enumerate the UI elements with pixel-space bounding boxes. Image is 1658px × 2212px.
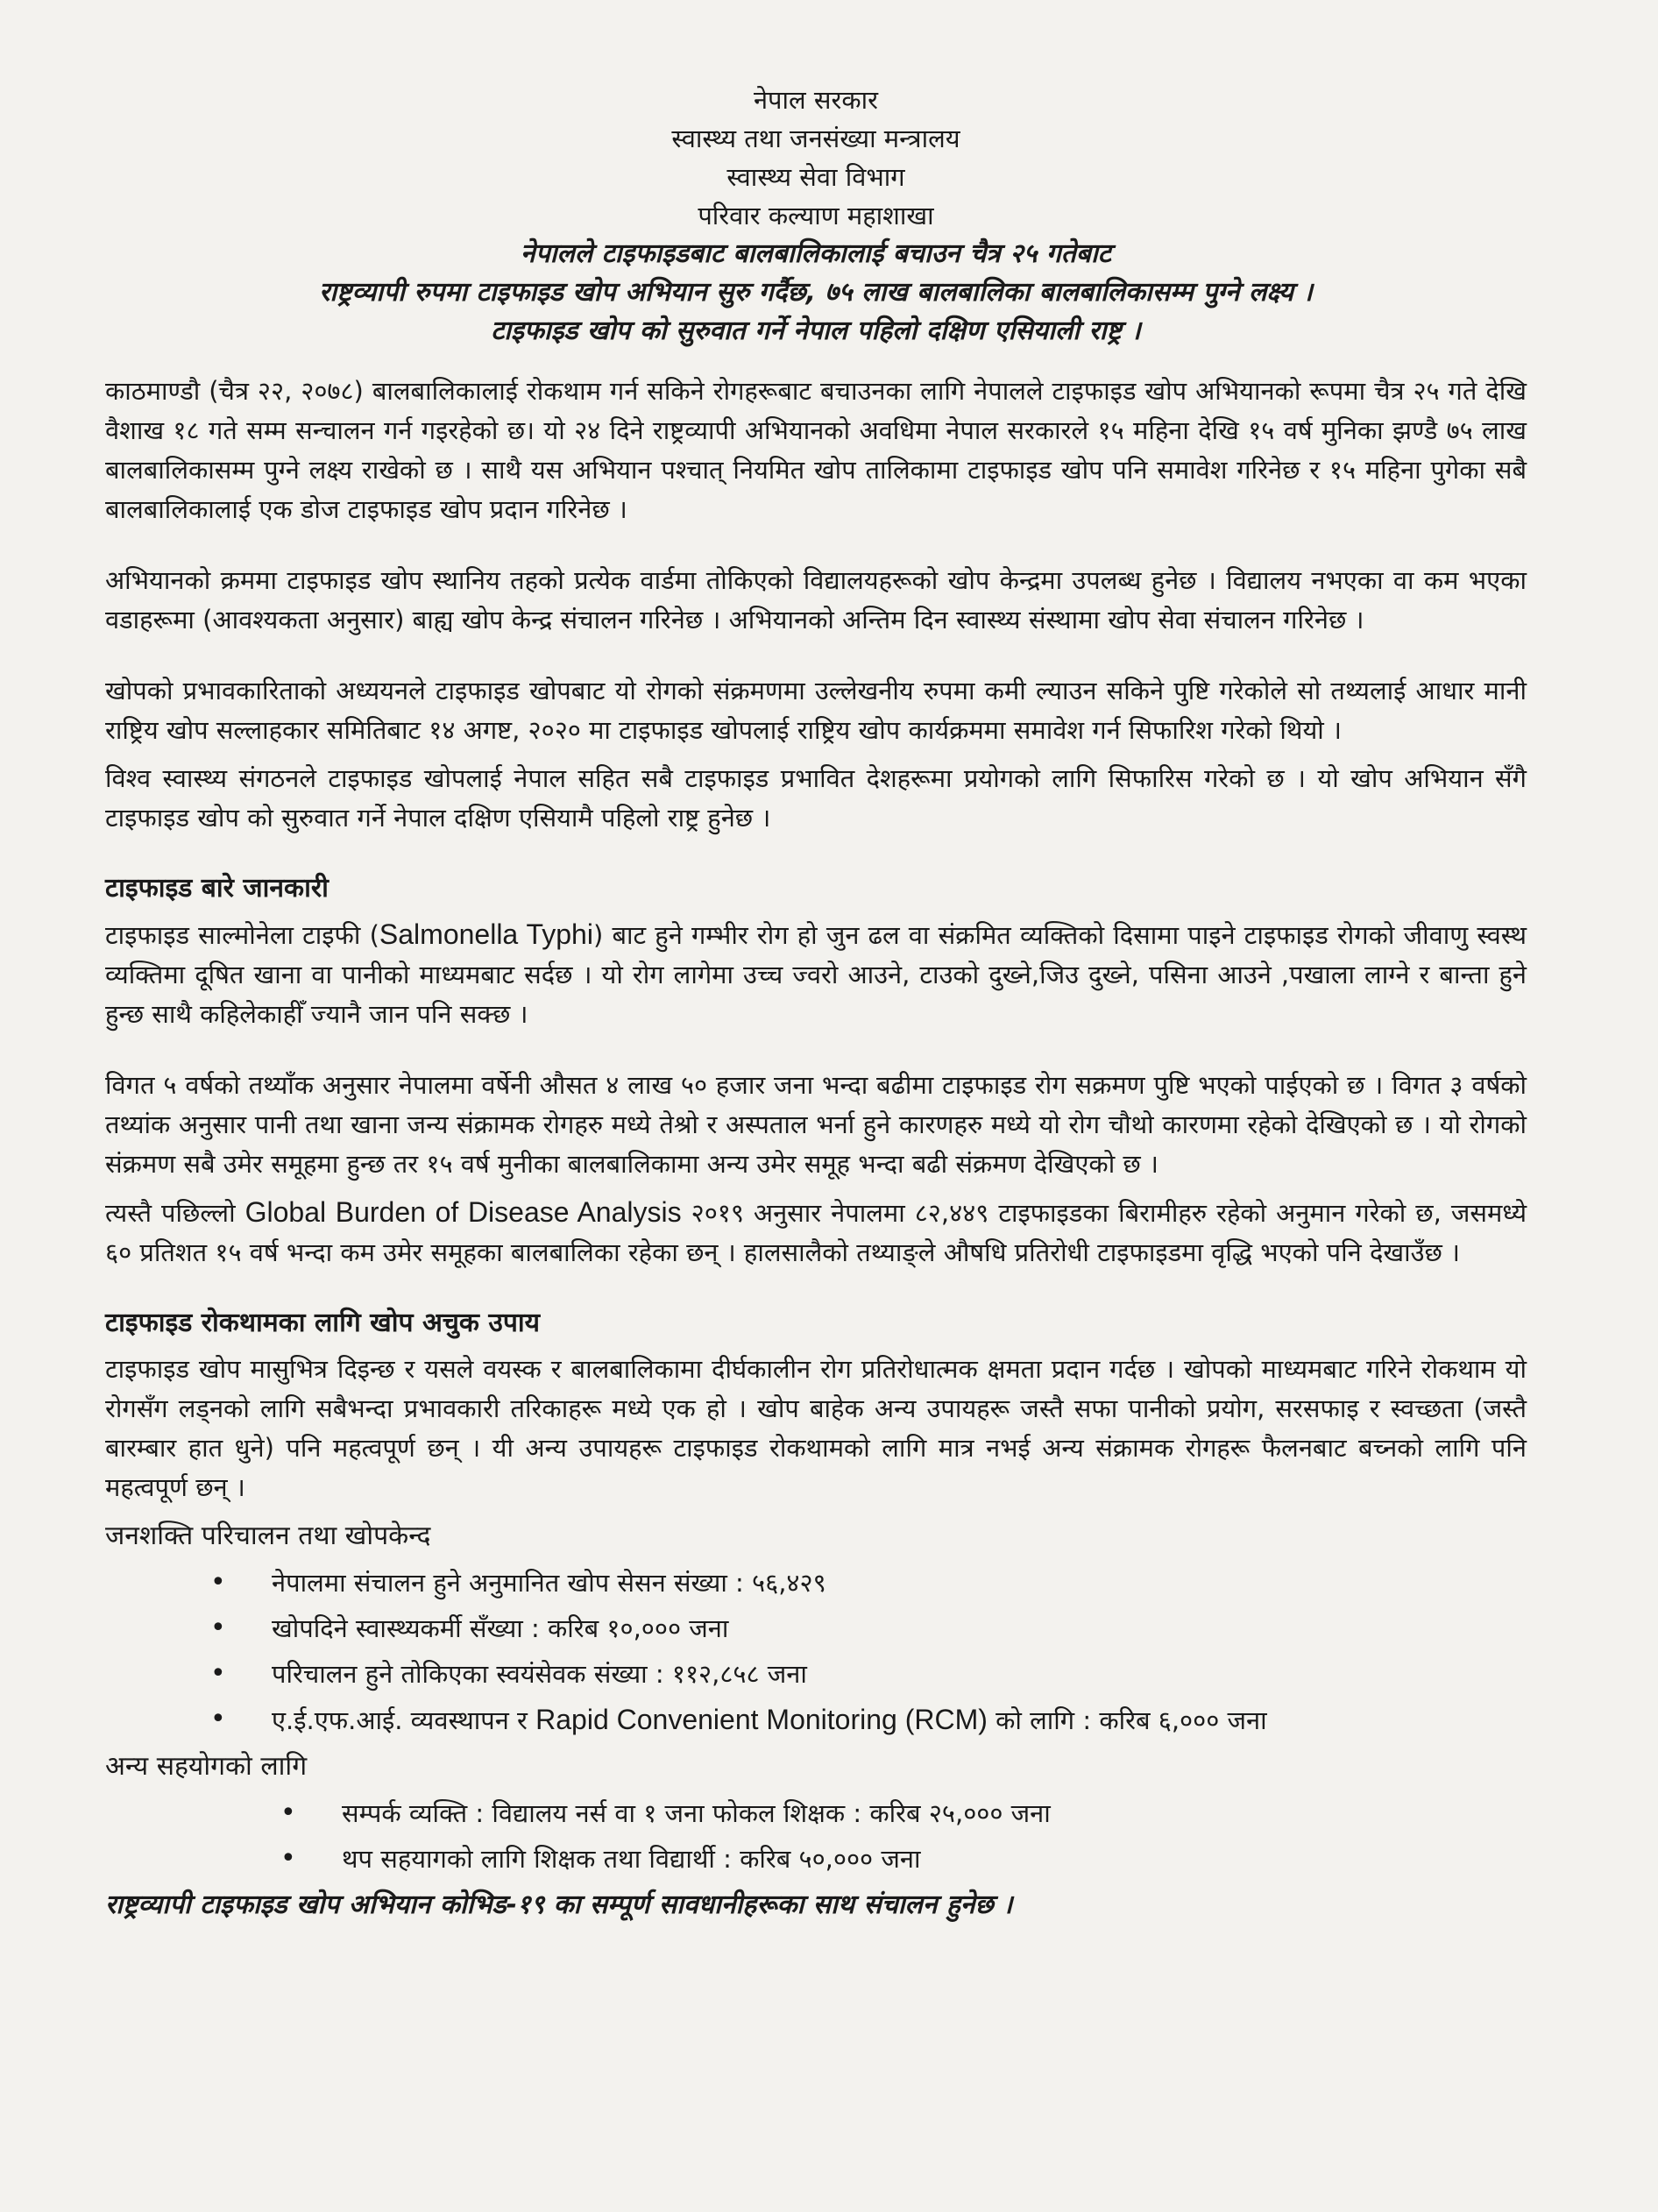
- manpower-subheading: जनशक्ति परिचालन तथा खोपकेन्द: [105, 1521, 431, 1551]
- rcm-term: Rapid Convenient Monitoring (RCM): [535, 1704, 988, 1735]
- bullet-icon: •: [280, 1797, 296, 1828]
- bullet-icon: •: [210, 1704, 226, 1734]
- list-item-text: सम्पर्क व्यक्ति : विद्यालय नर्स वा १ जना फोकल शिक्षक : करिब २५,००० जना: [342, 1798, 1051, 1828]
- bullet-icon: •: [210, 1658, 226, 1689]
- bullet-icon: •: [210, 1567, 226, 1598]
- list-item: [210, 1651, 1527, 1697]
- headline-3: टाइफाइड खोप को सुरुवात गर्ने नेपाल पहिलो दक्षिण एसियाली राष्ट्र ।: [491, 315, 1141, 346]
- ministry-name: स्वास्थ्य तथा जनसंख्या मन्त्रालय: [671, 124, 960, 153]
- gbd-paragraph: [105, 1193, 1527, 1273]
- bullet-icon: •: [210, 1613, 226, 1643]
- list-item: [210, 1560, 1527, 1606]
- list-item-text: नेपालमा संचालन हुने अनुमानित खोप सेसन संख्या : ५६,४२९: [272, 1568, 826, 1598]
- division-name: परिवार कल्याण महाशाखा: [698, 201, 934, 230]
- headline-2: राष्ट्रव्यापी रुपमा टाइफाइड खोप अभियान सुरु गर्दैछ, ७५ लाख बालबालिका बालबालिकासम्म पुग्ने लक्ष्य ।: [319, 277, 1313, 308]
- section-prevention-heading: टाइफाइड रोकथामका लागि खोप अचुक उपाय: [105, 1308, 541, 1338]
- list-item: [210, 1697, 1527, 1743]
- text-segment: त्यस्तै पछिल्लो: [105, 1198, 245, 1228]
- gov-name: नेपाल सरकार: [753, 85, 879, 115]
- efficacy-paragraph: खोपको प्रभावकारिताको अध्ययनले टाइफाइड खोपबाट यो रोगको संक्रमणमा उल्लेखनीय रुपमा कमी ल्याउन सकिने पुष्टि गरेकोले सो तथ्यलाई आधार मानी राष्ट्रिय खोप सल्लाहकार समितिबाट १४ अगष्ट, २०२० मा टाइफाइड खोपलाई राष्ट्रिय खोप कार्यक्रममा समावेश गर्न सिफारिश गरेको थियो ।: [105, 676, 1527, 745]
- closing-statement: राष्ट्रव्यापी टाइफाइड खोप अभियान कोभिड-१९ का सम्पूर्ण सावधानीहरूका साथ संचालन हुनेछ ।: [105, 1889, 1013, 1920]
- other-support-list: [105, 1790, 1527, 1882]
- list-item-text: को लागि : करिब ६,००० जना: [987, 1705, 1267, 1735]
- text-segment: २०१९ अनुसार नेपालमा ८२,४४९ टाइफाइडका बिरामीहरु रहेको अनुमान गरेको छ, जसमध्ये ६० प्रतिशत १५ वर्ष भन्दा कम उमेर समूहका बालबालिका रहेका छन् । हालसालैको तथ्याङ्ले औषधि प्रतिरोधी टाइफाइडमा वृद्धि भएको पनि देखाउँछ ।: [105, 1198, 1527, 1267]
- text-segment: ) बाट हुने गम्भीर रोग हो जुन ढल वा संक्रमित व्यक्तिको दिसामा पाइने टाइफाइड रोगको जीवाणु स्वस्थ व्यक्तिमा दूषित खाना वा पानीको माध्यमबाट सर्दछ । यो रोग लागेमा उच्च ज्वरो आउने, टाउको दुख्ने,जिउ दुख्ने, पसिना आउने ,पखाला लाग्ने र बान्ता हुने हुन्छ साथै कहिलेकाहीँ ज्यानै जान पनि सक्छ ।: [105, 920, 1527, 1029]
- headline-1: नेपालले टाइफाइडबाट बालबालिकालाई बचाउन चैत्र २५ गतेबाट: [521, 238, 1111, 269]
- intro-paragraph: काठमाण्डौ (चैत्र २२, २०७८) बालबालिकालाई रोकथाम गर्न सकिने रोगहरूबाट बचाउनका लागि नेपालले टाइफाइड खोप अभियानको रूपमा चैत्र २५ गते देखि वैशाख १८ गते सम्म सन्चालन गर्न गइरहेको छ। यो २४ दिने राष्ट्रव्यापी अभियानको अवधिमा नेपाल सरकारले १५ महिना देखि १५ वर्ष मुनिका झण्डै ७५ लाख बालबालिकासम्म पुग्ने लक्ष्य राखेको छ । साथै यस अभियान पश्चात् नियमित खोप तालिकामा टाइफाइड खोप पनि समावेश गरिनेछ र १५ महिना पुगेका सबै बालबालिकालाई एक डोज टाइफाइड खोप प्रदान गरिनेछ ।: [105, 376, 1527, 524]
- manpower-list: [105, 1560, 1527, 1743]
- list-item-text: थप सहयागको लागि शिक्षक तथा विद्यार्थी : करिब ५०,००० जना: [342, 1844, 921, 1874]
- who-paragraph: विश्व स्वास्थ्य संगठनले टाइफाइड खोपलाई नेपाल सहित सबै टाइफाइड प्रभावित देशहरूमा प्रयोगको लागि सिफारिस गरेको छ । यो खोप अभियान सँगै टाइफाइड खोप को सुरुवात गर्ने नेपाल दक्षिण एसियामै पहिलो राष्ट्र हुनेछ ।: [105, 763, 1527, 833]
- list-item-text: खोपदिने स्वास्थ्यकर्मी सँख्या : करिब १०,००० जना: [272, 1613, 729, 1643]
- campaign-paragraph: अभियानको क्रममा टाइफाइड खोप स्थानिय तहको प्रत्येक वार्डमा तोकिएको विद्यालयहरूको खोप केन्द्रमा उपलब्ध हुनेछ । विद्यालय नभएका वा कम भएका वडाहरूमा (आवश्यकता अनुसार) बाह्य खोप केन्द्र संचालन गरिनेछ । अभियानको अन्तिम दिन स्वास्थ्य संस्थामा खोप सेवा संचालन गरिनेछ ।: [105, 565, 1527, 635]
- prevention-paragraph: टाइफाइड खोप मासुभित्र दिइन्छ र यसले वयस्क र बालबालिकामा दीर्घकालीन रोग प्रतिरोधात्मक क्षमता प्रदान गर्दछ । खोपको माध्यमबाट गरिने रोकथाम यो रोगसँग लड्नको लागि सबैभन्दा प्रभावकारी तरिकाहरू मध्ये एक हो । खोप बाहेक अन्य उपायहरू जस्तै सफा पानीको प्रयोग, सरसफाइ र स्वच्छता (जस्तै बारम्बार हात धुने) पनि महत्वपूर्ण छन् । यी अन्य उपायहरू टाइफाइड रोकथामको लागि मात्र नभई अन्य संक्रामक रोगहरू फैलनबाट बच्नको लागि पनि महत्वपूर्ण छन् ।: [105, 1354, 1527, 1502]
- list-item: [210, 1606, 1527, 1651]
- department-name: स्वास्थ्य सेवा विभाग: [726, 162, 905, 192]
- other-support-subheading: अन्य सहयोगको लागि: [105, 1751, 308, 1782]
- list-item-text: परिचालन हुने तोकिएका स्वयंसेवक संख्या : ११२,८५८ जना: [272, 1659, 807, 1689]
- text-segment: टाइफाइड साल्मोनेला टाइफी (: [105, 920, 379, 950]
- letterhead: [105, 81, 1527, 351]
- gbd-term: Global Burden of Disease Analysis: [244, 1196, 682, 1228]
- salmonella-typhi-term: Salmonella Typhi: [379, 918, 593, 950]
- list-item: [280, 1790, 1527, 1836]
- bullet-icon: •: [280, 1843, 296, 1874]
- section-typhoid-info-heading: टाइफाइड बारे जानकारी: [105, 873, 329, 904]
- typhoid-info-paragraph: [105, 915, 1527, 1034]
- statistics-paragraph: विगत ५ वर्षको तथ्याँक अनुसार नेपालमा वर्षेनी औसत ४ लाख ५० हजार जना भन्दा बढीमा टाइफाइड रोग सक्रमण पुष्टि भएको पाईएको छ । विगत ३ वर्षको तथ्यांक अनुसार पानी तथा खाना जन्य संक्रामक रोगहरु मध्ये तेश्रो र अस्पताल भर्ना हुने कारणहरु मध्ये यो रोग चौथो कारणमा रहेको देखिएको छ । यो रोगको संक्रमण सबै उमेर समूहमा हुन्छ तर १५ वर्ष मुनीका बालबालिकामा अन्य उमेर समूह भन्दा बढी संक्रमण देखिएको छ ।: [105, 1070, 1527, 1179]
- list-item: [280, 1836, 1527, 1882]
- list-item-text: ए.ई.एफ.आई. व्यवस्थापन र: [272, 1705, 536, 1735]
